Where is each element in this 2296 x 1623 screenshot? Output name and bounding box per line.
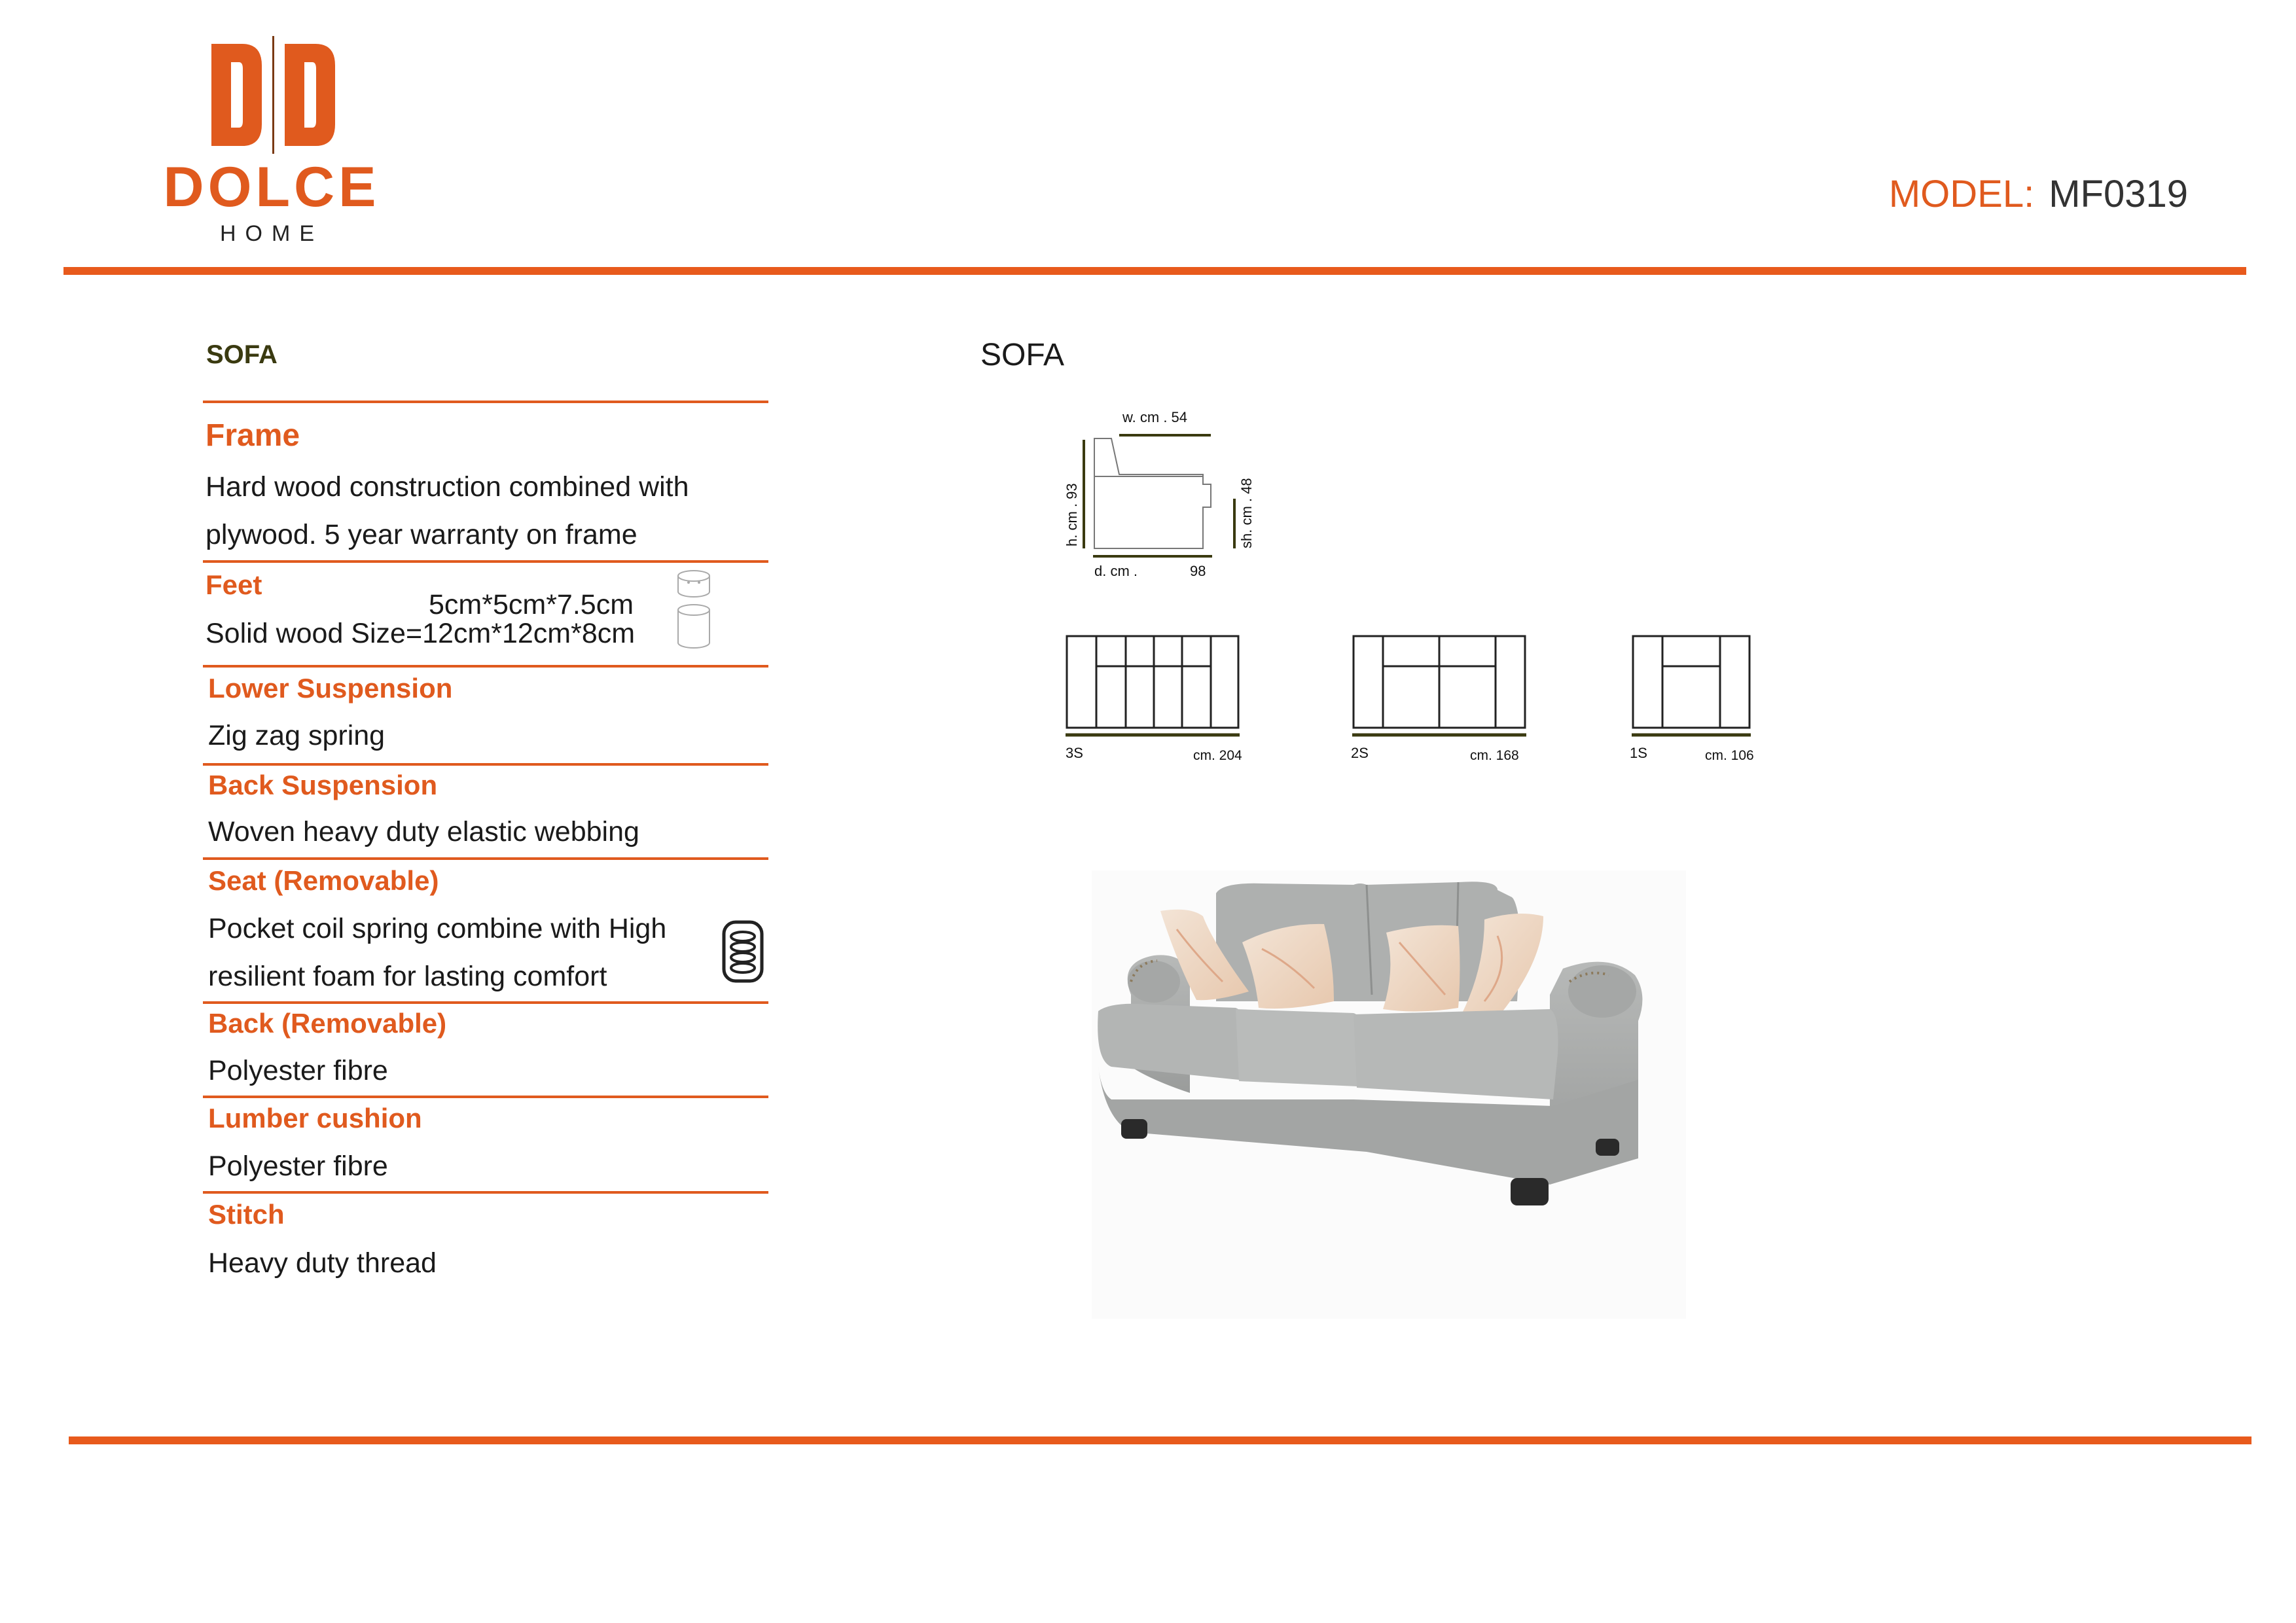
back-text: Polyester fibre: [208, 1055, 388, 1086]
depth-dimension-label: d. cm .: [1094, 563, 1138, 579]
coil-spring-icon: [721, 919, 764, 984]
product-photo: [1092, 870, 1686, 1319]
frame-title: Frame: [206, 418, 300, 453]
variant-width: cm. 168: [1470, 748, 1519, 763]
variant-width: cm. 106: [1705, 748, 1754, 763]
front-view-2-seater: [1352, 636, 1526, 735]
divider: [203, 665, 768, 668]
stitch-text: Heavy duty thread: [208, 1247, 437, 1279]
divider: [203, 857, 768, 860]
dd-monogram-icon: [206, 36, 344, 154]
brand-logo: [147, 36, 396, 252]
model-number: [1889, 175, 2188, 213]
variant-width: cm. 204: [1193, 748, 1242, 763]
brand-subtitle: HOME: [220, 221, 323, 246]
feet-size-small: 5cm*5cm*7.5cm: [429, 589, 634, 620]
lumber-title: Lumber cushion: [208, 1103, 422, 1133]
width-dimension-label: w. cm . 54: [1122, 409, 1188, 425]
divider: [203, 560, 768, 563]
divider: [203, 1191, 768, 1194]
divider: [203, 1096, 768, 1098]
lumber-text: Polyester fibre: [208, 1150, 388, 1182]
sofa-image: [1092, 870, 1686, 1319]
tall-foot-icon: [674, 603, 713, 656]
seat-title: Seat (Removable): [208, 865, 439, 896]
back-suspension-title: Back Suspension: [208, 770, 438, 800]
frame-text-2: plywood. 5 year warranty on frame: [206, 519, 637, 550]
feet-title: Feet: [206, 569, 262, 600]
sofa-dimension-drawings: [1021, 393, 1806, 785]
back-title: Back (Removable): [208, 1008, 447, 1039]
divider: [203, 763, 768, 766]
divider: [203, 1001, 768, 1004]
seat-height-dimension-label: sh. cm . 48: [1238, 478, 1255, 548]
drawing-heading: SOFA: [980, 338, 1065, 372]
front-view-3-seater: [1066, 636, 1240, 735]
height-dimension-label: h. cm . 93: [1064, 483, 1080, 546]
seat-text-1: Pocket coil spring combine with High: [208, 913, 667, 944]
header-divider: [63, 267, 2246, 275]
model-value: MF0319: [2049, 173, 2188, 215]
seat-text-2: resilient foam for lasting comfort: [208, 961, 607, 992]
depth-dimension-value: 98: [1190, 563, 1206, 579]
spec-heading: SOFA: [206, 340, 278, 369]
stitch-title: Stitch: [208, 1199, 285, 1230]
divider: [203, 401, 768, 403]
footer-divider: [69, 1436, 2251, 1444]
brand-name: DOLCE: [163, 156, 380, 219]
variant-code: 2S: [1351, 745, 1369, 761]
model-label: MODEL:: [1888, 173, 2035, 215]
frame-text-1: Hard wood construction combined with: [206, 471, 689, 503]
lower-suspension-title: Lower Suspension: [208, 673, 453, 704]
lower-suspension-text: Zig zag spring: [208, 720, 386, 751]
back-suspension-text: Woven heavy duty elastic webbing: [208, 816, 639, 847]
feet-size-large: Solid wood Size=12cm*12cm*8cm: [206, 618, 636, 649]
variant-code: 1S: [1630, 745, 1647, 761]
front-view-1-seater: [1632, 636, 1751, 735]
variant-code: 3S: [1066, 745, 1083, 761]
side-profile-drawing: [1064, 409, 1255, 579]
